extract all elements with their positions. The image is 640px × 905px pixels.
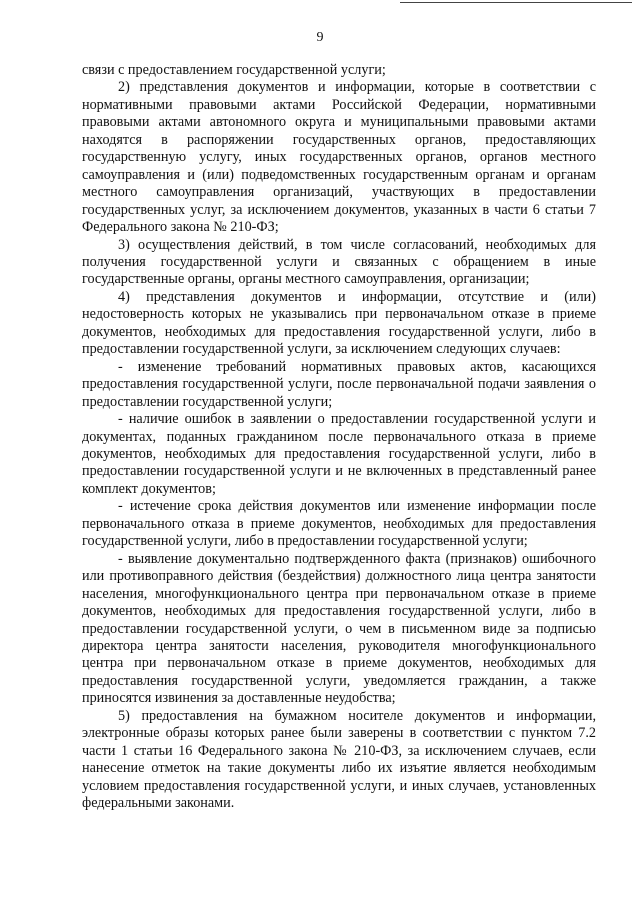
list-item-requirements-change: - изменение требований нормативных правовых актов, касающихся предоставления государственной услуги, после первоначальной подачи заявления о предоставлении государственной услуги; — [82, 358, 596, 410]
page-number: 9 — [316, 30, 324, 45]
paragraph-item-5: 5) предоставления на бумажном носителе документов и информации, электронные образы которых ранее были заверены в соответствии с пунктом 7.2 части 1 статьи 16 Федерального закона № 210-ФЗ, за исключением случаев, если нанесение отметок на такие документы либо их изъятие является необходимым условием предоставления государственной услуги, и иных случаев, установленных федеральными законами. — [82, 707, 596, 812]
paragraph-item-2: 2) представления документов и информации, которые в соответствии с нормативными правовыми актами Российской Федерации, нормативными правовыми актами автономного округа и муниципальными правовыми актами находятся в распоряжении государственных органов, предоставляющих государственную услугу, иных государственных органов, органов местного самоуправления и (или) подведомственных государственным органам и органам местного самоуправления организаций, участвующих в предоставлении государственных услуг, за исключением документов, указанных в части 6 статьи 7 Федерального закона № 210-ФЗ; — [82, 79, 596, 236]
list-item-documents-expiry: - истечение срока действия документов или изменение информации после первоначального отказа в приеме документов, необходимых для предоставления государственной услуги, либо в предоставлении государственной услуги; — [82, 498, 596, 550]
paragraph-continuation: связи с предоставлением государственной услуги; — [82, 62, 386, 78]
list-item-errors-in-application: - наличие ошибок в заявлении о предоставлении государственной услуги и документах, поданных гражданином после первоначального отказа в приеме документов, необходимых для предоставления государственной услуги, либо в предоставлении государственной услуги и не включенных в представленный ранее комплект документов; — [82, 411, 596, 497]
document-body — [82, 62, 596, 812]
header-rule — [400, 2, 632, 3]
paragraph-item-3: 3) осуществления действий, в том числе согласований, необходимых для получения государственной услуги и связанных с обращением в иные государственные органы, органы местного самоуправления, организации; — [82, 236, 596, 288]
paragraph-item-4: 4) представления документов и информации, отсутствие и (или) недостоверность которых не указывались при первоначальном отказе в приеме документов, необходимых для предоставления государственной услуги, либо в предоставлении государственной услуги, за исключением следующих случаев: — [82, 288, 596, 358]
list-item-wrongful-action: - выявление документально подтвержденного факта (признаков) ошибочного или противоправного действия (бездействия) должностного лица центра занятости населения, многофункционального центра при первоначальном отказе в приеме документов, необходимых для предоставления государственной услуги, либо в предоставлении государственной услуги, о чем в письменном виде за подписью директора центра занятости населения, руководителя многофункционального центра при первоначальном отказе в приеме документов, необходимых для предоставления государственной услуги, уведомляется гражданин, а также приносятся извинения за доставленные неудобства; — [82, 550, 596, 707]
